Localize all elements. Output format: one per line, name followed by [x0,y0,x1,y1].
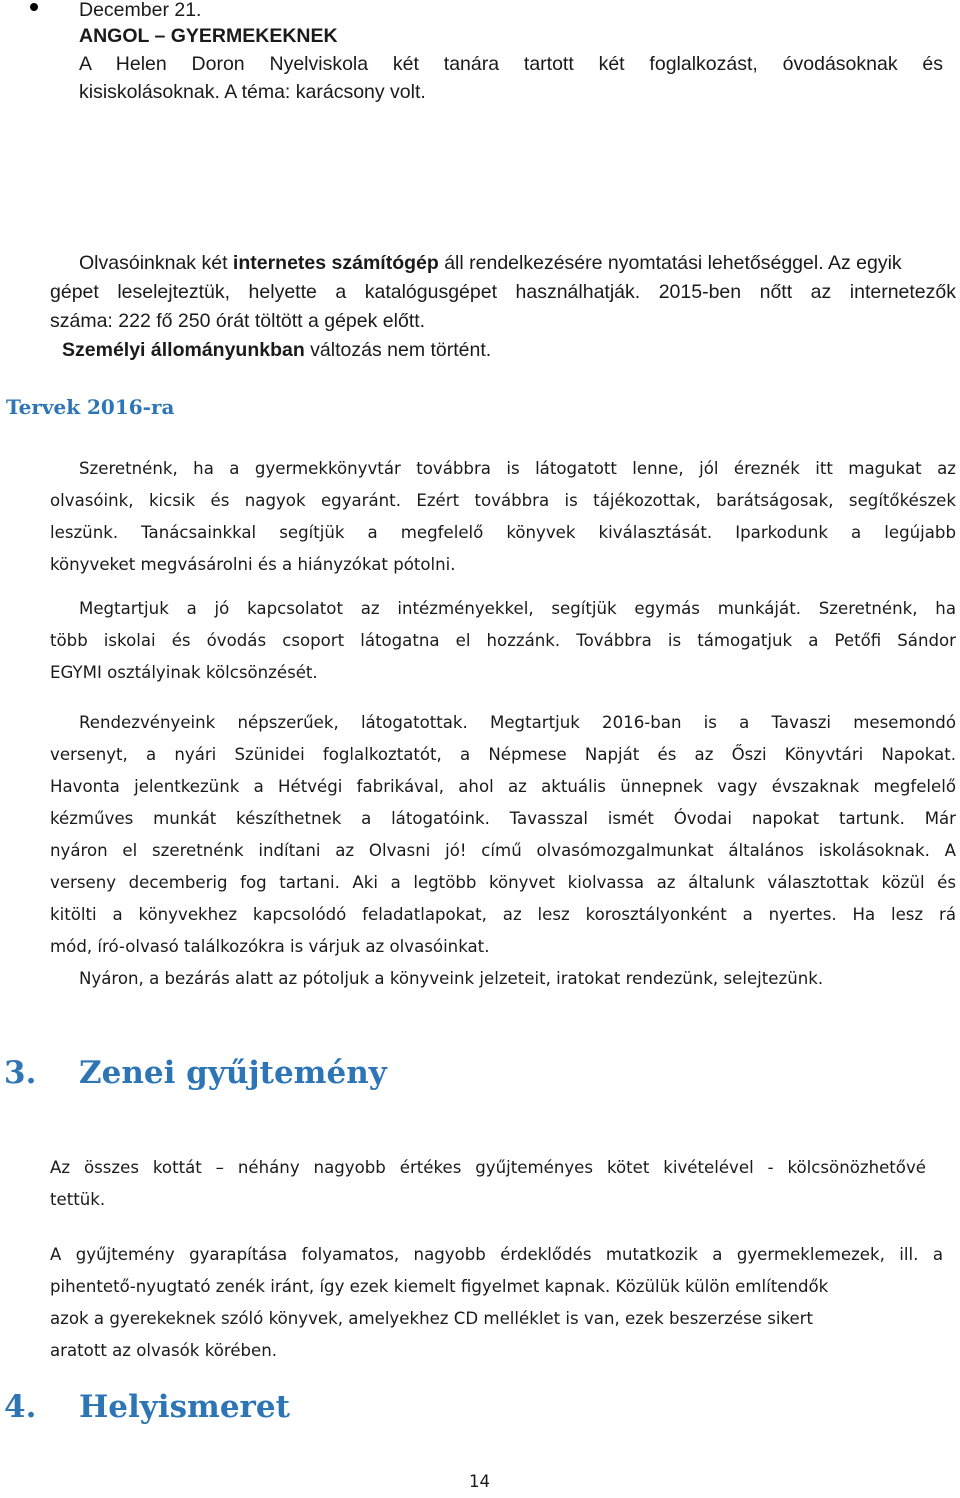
text-line: Személyi állományunkban változás nem történt. [62,339,492,361]
text-line: Az összes kottát – néhány nagyobb értékes gyűjteményes kötet kivételével - kölcsönözhetővé [50,1158,926,1177]
text-line: kitölti a könyvekhez kapcsolódó feladatlapokat, az lesz korosztályonként a nyertes. Ha lesz rá [50,905,956,924]
text-line: EGYMI osztályinak kölcsönzését. [50,663,318,682]
text-line: kézműves munkát készíthetnek a látogatóink. Tavasszal ismét Óvodai napokat tartunk. Már [50,809,956,828]
text-line: versenyt, a nyári Szünidei foglalkoztatót, a Népmese Napját és az Őszi Könyvtári Napokat. [50,745,956,764]
section-number: 3. [4,1055,37,1091]
text-line: azok a gyerekeknek szóló könyvek, amelyekhez CD melléklet is van, ezek beszerzése sikert [50,1309,814,1328]
text-line: verseny decemberig fog tartani. Aki a legtöbb könyvet kiolvassa az általunk választottak közül és [50,873,956,892]
section-title: Helyismeret [79,1389,290,1425]
section-title: Zenei gyűjtemény [79,1055,387,1091]
text-line: gépet leselejteztük, helyette a katalógusgépet használhatják. 2015-ben nőtt az internetezők [50,281,956,303]
text-line: mód, író-olvasó találkozókra is várjuk az olvasóinkat. [50,937,490,956]
text-line: leszünk. Tanácsainkkal segítjük a megfelelő könyvek kiválasztását. Iparkodunk a legújabb [50,523,956,542]
text-line: Megtartjuk a jó kapcsolatot az intézményekkel, segítjük egymás munkáját. Szeretnénk, ha [79,599,956,618]
text-line: tettük. [50,1190,106,1209]
text-line: Olvasóinknak két internetes számítógép áll rendelkezésére nyomtatási lehetőséggel. Az egyik [79,252,902,274]
text-line: aratott az olvasók körében. [50,1341,278,1360]
page-number: 14 [469,1472,491,1491]
text-line: Havonta jelentkezünk a Hétvégi fabrikával, ahol az aktuális ünnepnek vagy évszaknak megfelelő [50,777,956,796]
text-line: nyáron el szeretnénk indítani az Olvasni jó! című olvasómozgalmunkat általános iskolásoknak. A [50,841,956,860]
bullet-icon [30,3,38,11]
text-line: száma: 222 fő 250 órát töltött a gépek előtt. [50,310,426,332]
text-line: pihentető-nyugtató zenék iránt, így ezek kiemelt figyelmet kapnak. Közülük külön említendők [50,1277,829,1296]
text-line: Szeretnénk, ha a gyermekkönyvtár továbbra is látogatott lenne, jól éreznék itt magukat az [79,459,956,478]
text-line: A gyűjtemény gyarapítása folyamatos, nagyobb érdeklődés mutatkozik a gyermeklemezek, ill. a [50,1245,943,1264]
event-desc-line: A Helen Doron Nyelviskola két tanára tartott két foglalkozást, óvodásoknak és [79,53,943,75]
event-desc-line: kisiskolásoknak. A téma: karácsony volt. [79,81,426,103]
text-line: több iskolai és óvodás csoport látogatna el hozzánk. Továbbra is támogatjuk a Petőfi Sándor [50,631,956,650]
section-heading: Tervek 2016-ra [6,395,175,419]
text-line: Rendezvényeink népszerűek, látogatottak. Megtartjuk 2016-ban is a Tavaszi mesemondó [79,713,956,732]
text-line: könyveket megvásárolni és a hiányzókat pótolni. [50,555,456,574]
event-title: ANGOL – GYERMEKEKNEK [79,25,338,47]
event-date: December 21. [79,0,202,21]
text-line: olvasóink, kicsik és nagyok egyaránt. Ezért továbbra is tájékozottak, barátságosak, segítőkészek [50,491,956,510]
section-number: 4. [4,1389,37,1425]
plans-paragraph-4: Nyáron, a bezárás alatt az pótoljuk a könyveink jelzeteit, iratokat rendezünk, selejtezünk. [79,969,824,988]
